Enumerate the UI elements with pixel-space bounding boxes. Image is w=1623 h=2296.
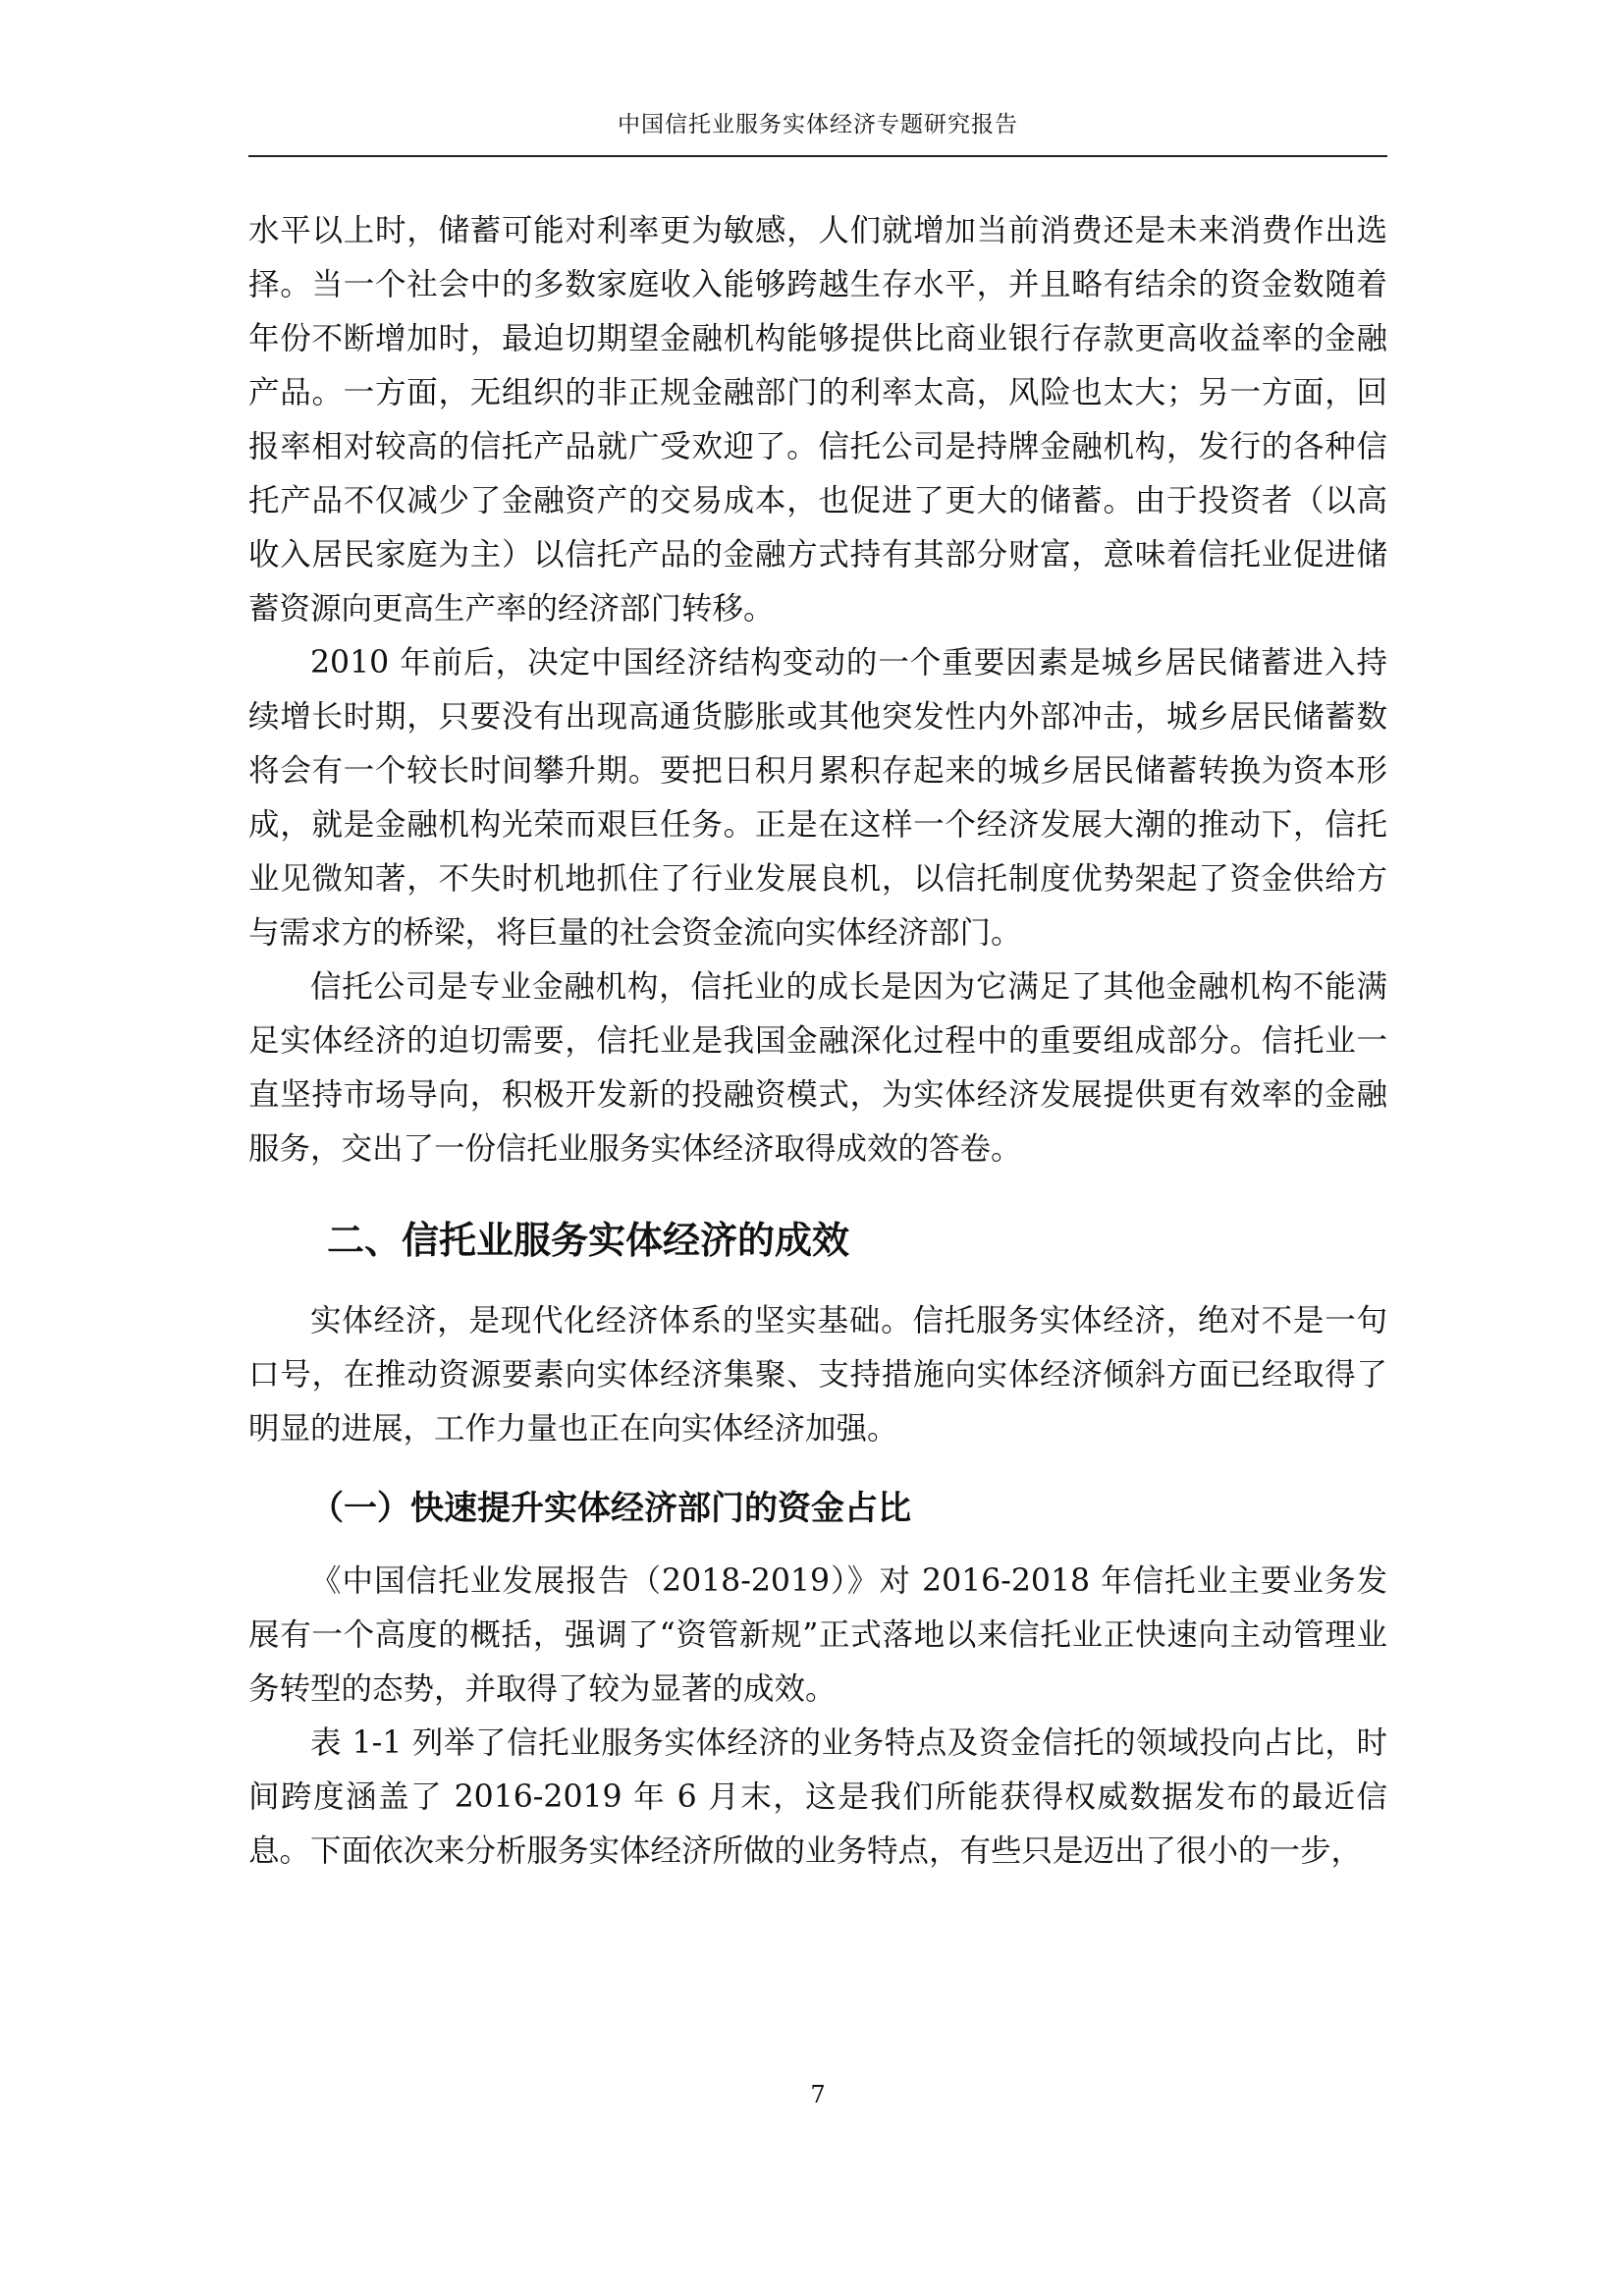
paragraph: 实体经济，是现代化经济体系的坚实基础。信托服务实体经济，绝对不是一句口号，在推动资源要素向实体经济集聚、支持措施向实体经济倾斜方面已经取得了明显的进展，工作力量也正在向实体经济加强。 bbox=[248, 1303, 1387, 1447]
running-header: 中国信托业服务实体经济专题研究报告 bbox=[618, 112, 1018, 137]
document-body bbox=[248, 204, 1387, 1879]
subsection-heading: （一）快速提升实体经济部门的资金占比 bbox=[310, 1489, 911, 1528]
paragraph: 2010 年前后，决定中国经济结构变动的一个重要因素是城乡居民储蓄进入持续增长时期，只要没有出现高通货膨胀或其他突发性内外部冲击，城乡居民储蓄数将会有一个较长时间攀升期。要把日积月累积存起来的城乡居民储蓄转换为资本形成，就是金融机构光荣而艰巨任务。正是在这样一个经济发展大潮的推动下，信托业见微知著，不失时机地抓住了行业发展良机，以信托制度优势架起了资金供给方与需求方的桥梁，将巨量的社会资金流向实体经济部门。 bbox=[248, 645, 1387, 951]
section-heading: 二、信托业服务实体经济的成效 bbox=[327, 1219, 850, 1262]
header-divider bbox=[248, 155, 1387, 157]
paragraph: 表 1-1 列举了信托业服务实体经济的业务特点及资金信托的领域投向占比，时间跨度涵盖了 2016-2019 年 6 月末，这是我们所能获得权威数据发布的最近信息。下面依次来分析服务实体经济所做的业务特点，有些只是迈出了很小的一步， bbox=[248, 1725, 1387, 1869]
paragraph: 信托公司是专业金融机构，信托业的成长是因为它满足了其他金融机构不能满足实体经济的迫切需要，信托业是我国金融深化过程中的重要组成部分。信托业一直坚持市场导向，积极开发新的投融资模式，为实体经济发展提供更有效率的金融服务，交出了一份信托业服务实体经济取得成效的答卷。 bbox=[248, 969, 1387, 1167]
paragraph-continued: 水平以上时，储蓄可能对利率更为敏感，人们就增加当前消费还是未来消费作出选择。当一个社会中的多数家庭收入能够跨越生存水平，并且略有结余的资金数随着年份不断增加时，最迫切期望金融机构能够提供比商业银行存款更高收益率的金融产品。一方面，无组织的非正规金融部门的利率太高，风险也太大；另一方面，回报率相对较高的信托产品就广受欢迎了。信托公司是持牌金融机构，发行的各种信托产品不仅减少了金融资产的交易成本，也促进了更大的储蓄。由于投资者（以高收入居民家庭为主）以信托产品的金融方式持有其部分财富，意味着信托业促进储蓄资源向更高生产率的经济部门转移。 bbox=[248, 213, 1387, 627]
page-number: 7 bbox=[810, 2081, 826, 2108]
paragraph: 《中国信托业发展报告（2018-2019）》对 2016-2018 年信托业主要业务发展有一个高度的概括，强调了“资管新规”正式落地以来信托业正快速向主动管理业务转型的态势，并取得了较为显著的成效。 bbox=[248, 1563, 1387, 1707]
